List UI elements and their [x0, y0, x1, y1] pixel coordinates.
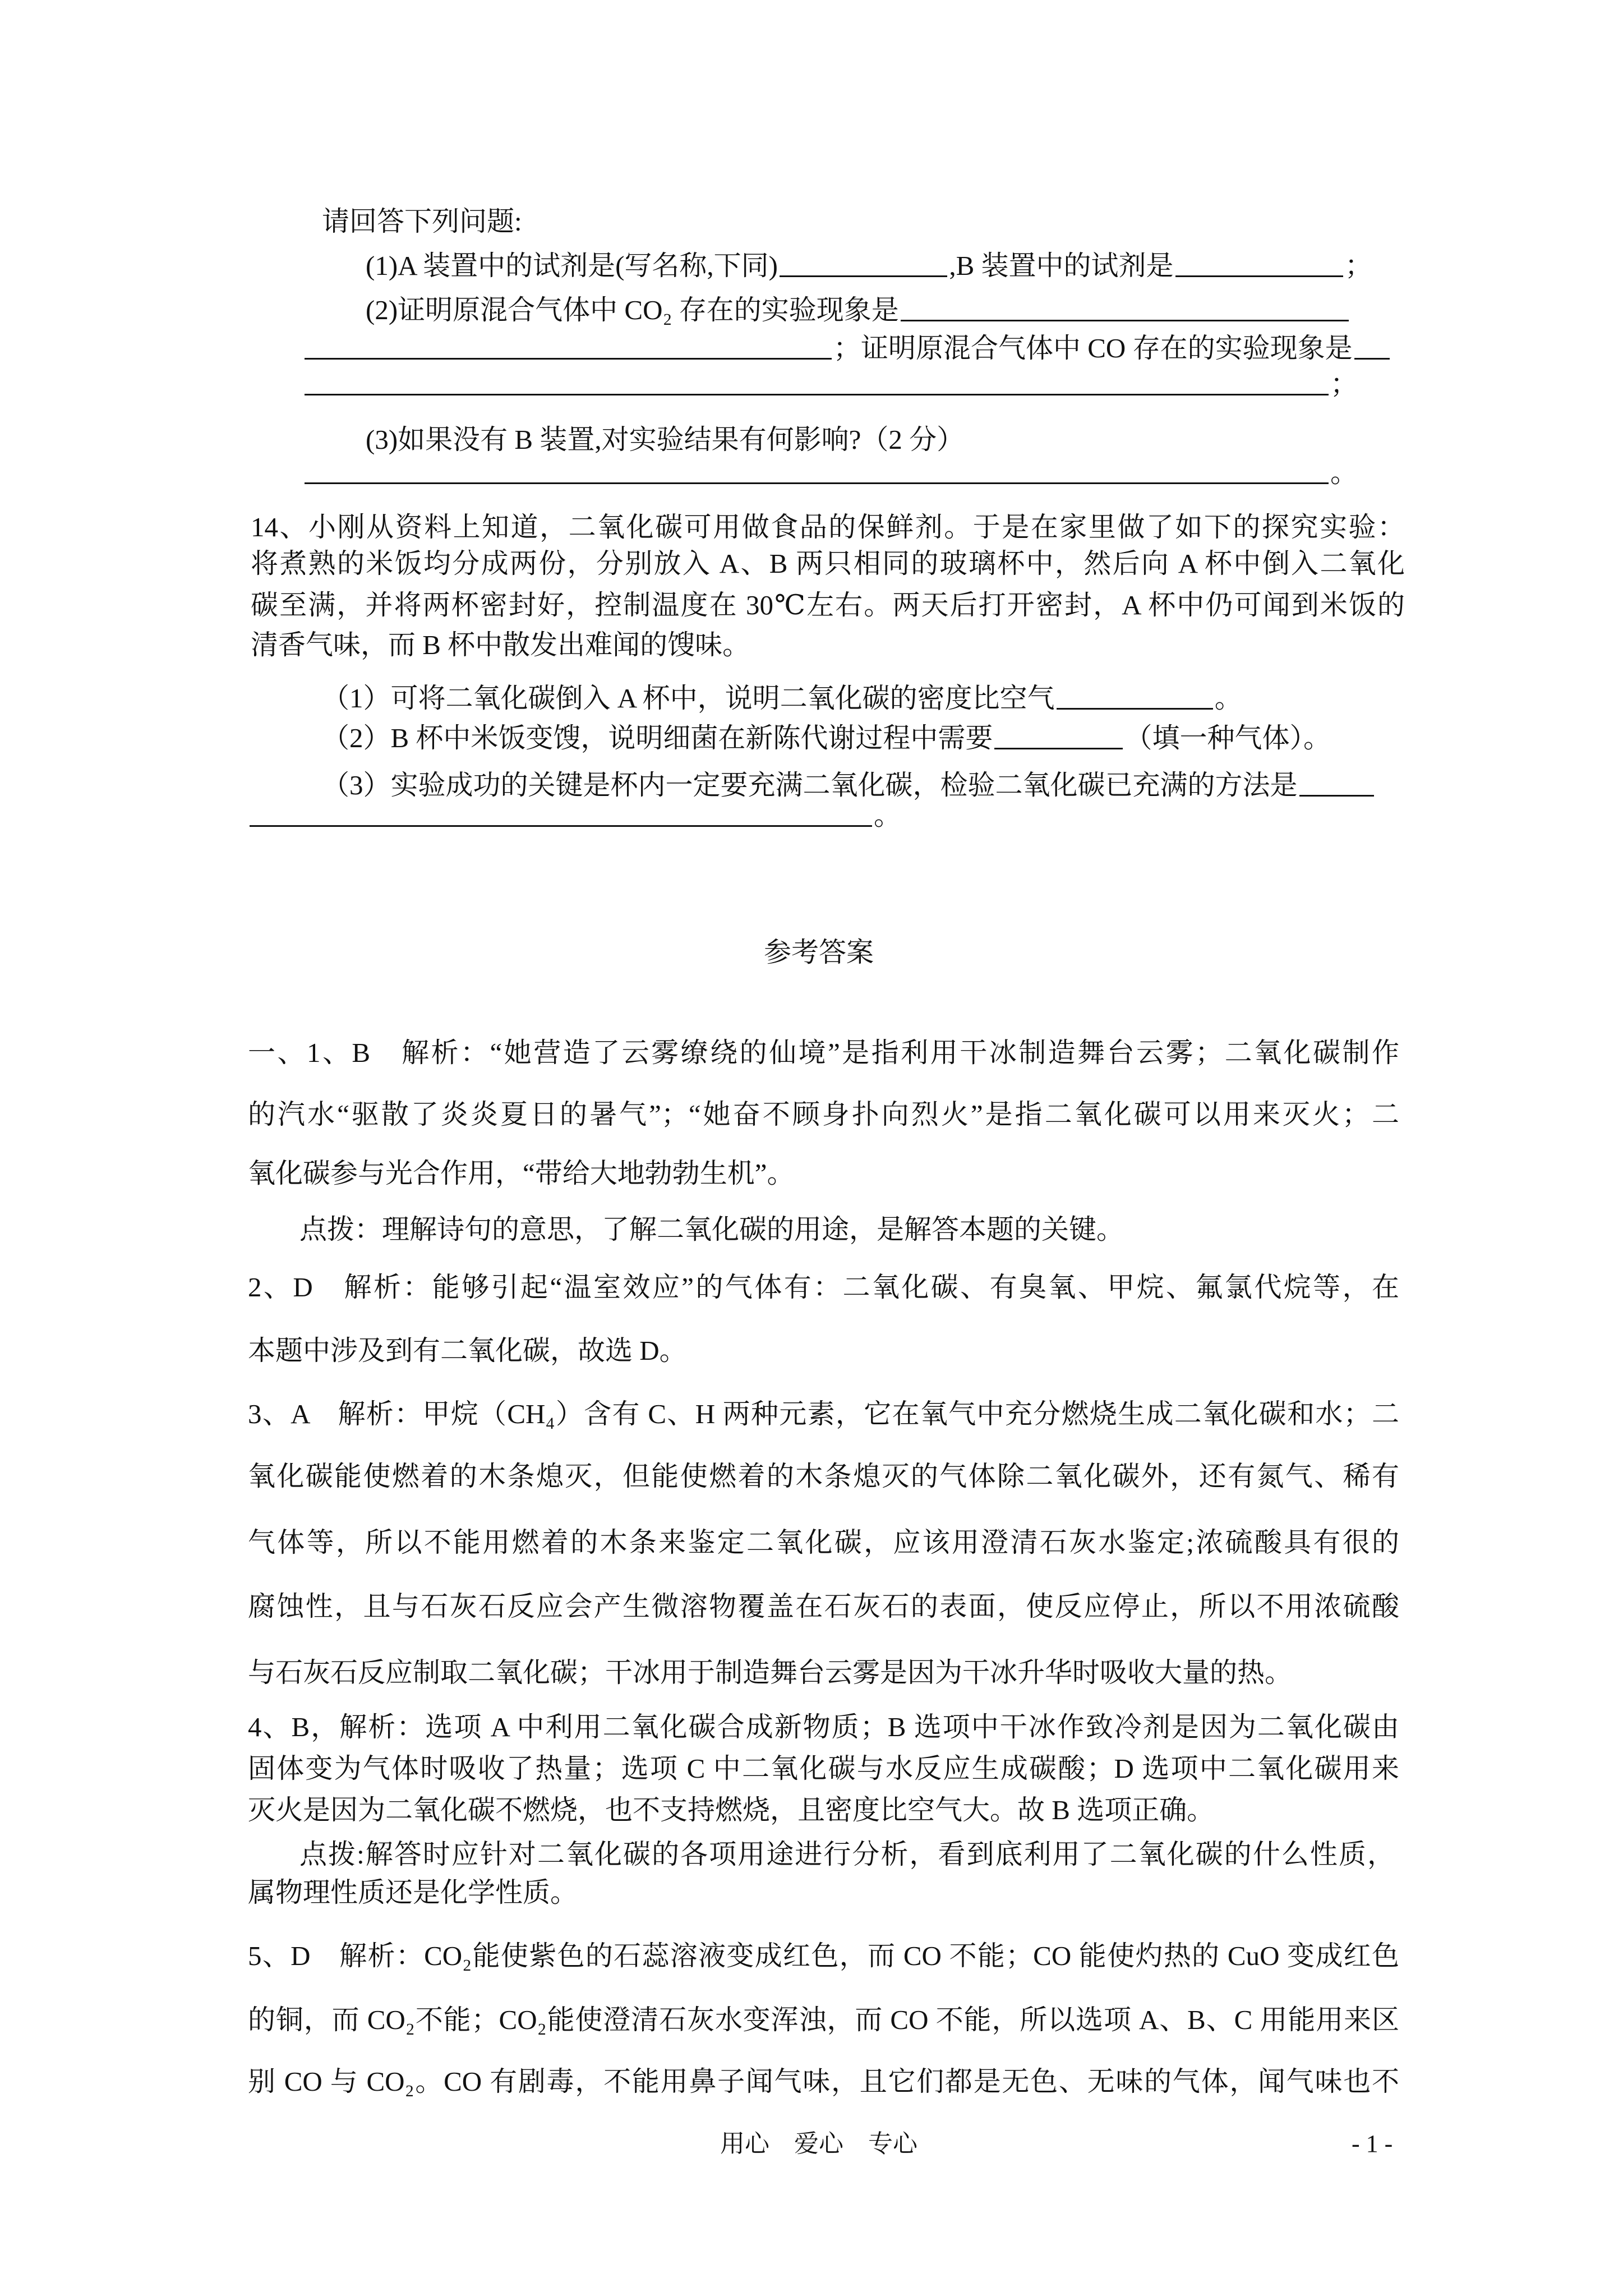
- answer-line: 2、D 解析：能够引起“温室效应”的气体有：二氧化碳、有臭氧、甲烷、氟氯代烷等，在: [248, 1272, 1399, 1303]
- answer-blank: [1057, 682, 1213, 710]
- question-14-intro-line: 清香气味，而 B 杯中散发出难闻的馊味。: [251, 629, 750, 660]
- question-14-intro-line: 碳至满，并将两杯密封好，控制温度在 30℃左右。两天后打开密封，A 杯中仍可闻到米饭的: [251, 590, 1405, 620]
- answer-line: 3、A 解析：甲烷（CH₄）含有 C、H 两种元素，它在氧气中充分燃烧生成二氧化碳和水；二: [248, 1398, 1399, 1429]
- question-13-part-2-line-2: [303, 332, 1391, 365]
- question-prompt: 请回答下列问题:: [322, 206, 522, 237]
- answer-line: 一、1、B 解析：“她营造了云雾缭绕的仙境”是指利用干冰制造舞台云雾；二氧化碳制作: [248, 1037, 1399, 1068]
- question-14-part-3-answer: [248, 799, 901, 832]
- answer-blank: [1299, 769, 1374, 797]
- answer-tip: 点拨:解答时应针对二氧化碳的各项用途进行分析，看到底利用了二氧化碳的什么性质，: [299, 1839, 1395, 1870]
- answer-blank: [1354, 332, 1390, 360]
- question-text: （2）B 杯中米饭变馊，说明细菌在新陈代谢过程中需要: [322, 723, 993, 753]
- answer-line: 的铜，而 CO₂不能；CO₂能使澄清石灰水变浑浊，而 CO 不能，所以选项 A、B、C 用能用来区: [248, 2004, 1399, 2035]
- question-text: ；证明原混合气体中 CO 存在的实验现象是: [833, 333, 1353, 364]
- answer-line: 腐蚀性，且与石灰石反应会产生微溶物覆盖在石灰石的表面，使反应停止，所以不用浓硫酸: [248, 1591, 1399, 1622]
- answer-line: 本题中涉及到有二氧化碳，故选 D。: [248, 1335, 687, 1366]
- answer-blank: [780, 249, 947, 277]
- answer-tip: 点拨：理解诗句的意思，了解二氧化碳的用途，是解答本题的关键。: [299, 1214, 1124, 1245]
- answer-line: 气体等，所以不能用燃着的木条来鉴定二氧化碳，应该用澄清石灰水鉴定;浓硫酸具有很的: [248, 1527, 1399, 1558]
- punctuation: ；: [1344, 250, 1372, 281]
- question-13-part-1: [366, 249, 1372, 283]
- page-number: - 1 -: [1352, 2130, 1393, 2157]
- answer-blank: [305, 456, 1329, 484]
- question-14-part-2: [322, 721, 1331, 755]
- question-text: （填一种气体）。: [1124, 723, 1331, 753]
- answer-line: 氧化碳参与光合作用，“带给大地勃勃生机”。: [248, 1158, 795, 1189]
- answer-line: 别 CO 与 CO₂。CO 有剧毒，不能用鼻子闻气味，且它们都是无色、无味的气体，闻气味也不: [248, 2066, 1399, 2097]
- answer-blank: [250, 799, 872, 827]
- question-text: （1）可将二氧化碳倒入 A 杯中，说明二氧化碳的密度比空气: [322, 683, 1055, 714]
- answer-line: 固体变为气体时吸收了热量；选项 C 中二氧化碳与水反应生成碳酸；D 选项中二氧化碳用来: [248, 1753, 1399, 1784]
- answers-heading: 参考答案: [763, 937, 874, 968]
- answer-blank: [994, 721, 1123, 749]
- punctuation: 。: [874, 800, 902, 831]
- answer-blank: [1175, 249, 1343, 277]
- question-text: （3）实验成功的关键是杯内一定要充满二氧化碳，检验二氧化碳已充满的方法是: [322, 770, 1298, 800]
- answer-blank: [305, 367, 1329, 395]
- question-text: ,B 装置中的试剂是: [949, 250, 1174, 281]
- question-13-part-3-answer: [303, 456, 1358, 490]
- question-14-intro-line: 将煮熟的米饭均分成两份，分别放入 A、B 两只相同的玻璃杯中，然后向 A 杯中倒入二氧化: [251, 548, 1405, 579]
- answer-line: 灭火是因为二氧化碳不燃烧，也不支持燃烧，且密度比空气大。故 B 选项正确。: [248, 1795, 1215, 1825]
- question-14-part-3: [322, 769, 1376, 802]
- question-14-intro-line: 14、小刚从资料上知道，二氧化碳可用做食品的保鲜剂。于是在家里做了如下的探究实验：: [251, 512, 1405, 542]
- punctuation: ；: [1330, 369, 1358, 399]
- question-text: (2)证明原混合气体中 CO₂ 存在的实验现象是: [366, 295, 899, 325]
- answer-blank: [901, 293, 1349, 321]
- question-13-part-2-line-3: [303, 367, 1358, 401]
- answer-line: 与石灰石反应制取二氧化碳；干冰用于制造舞台云雾是因为干冰升华时吸收大量的热。: [248, 1657, 1293, 1688]
- answer-line: 4、B，解析：选项 A 中利用二氧化碳合成新物质；B 选项中干冰作致冷剂是因为二氧化碳由: [248, 1711, 1399, 1742]
- answer-line: 氧化碳能使燃着的木条熄灭，但能使燃着的木条熄灭的气体除二氧化碳外，还有氮气、稀有: [248, 1461, 1399, 1492]
- punctuation: 。: [1330, 457, 1358, 488]
- question-14-part-1: [322, 682, 1242, 715]
- question-13-part-3: (3)如果没有 B 装置,对实验结果有何影响?（2 分）: [366, 424, 965, 455]
- question-text: (1)A 装置中的试剂是(写名称,下同): [366, 250, 778, 281]
- punctuation: 。: [1214, 683, 1242, 714]
- answer-line: 5、D 解析：CO₂能使紫色的石蕊溶液变成红色，而 CO 不能；CO 能使灼热的 CuO 变成红色: [248, 1940, 1399, 1971]
- answer-line: 的汽水“驱散了炎炎夏日的暑气”；“她奋不顾身扑向烈火”是指二氧化碳可以用来灭火；二: [248, 1099, 1399, 1130]
- answer-tip: 属物理性质还是化学性质。: [248, 1877, 578, 1908]
- answer-blank: [305, 332, 832, 360]
- question-13-part-2-line-1: [366, 293, 1350, 327]
- footer-motto: 用心 爱心 专心: [720, 2130, 917, 2157]
